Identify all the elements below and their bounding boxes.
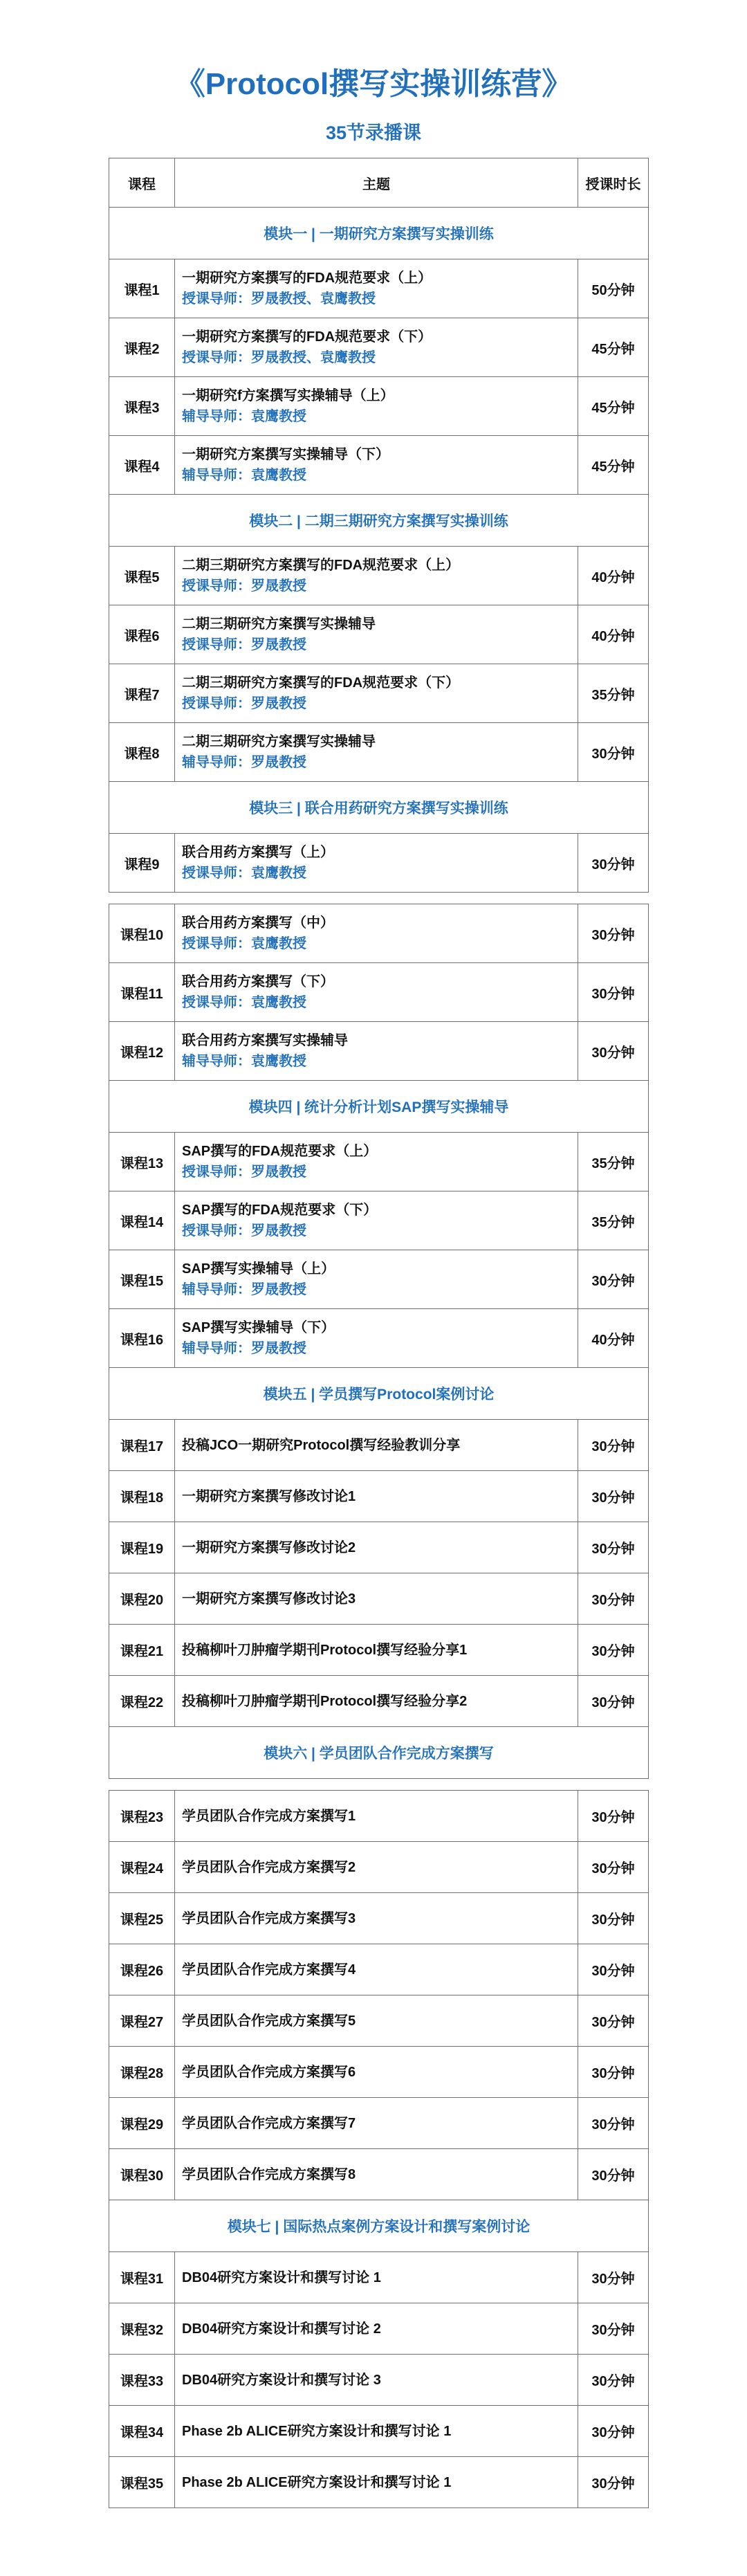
lesson-topic: SAP撰写的FDA规范要求（上） (182, 1144, 378, 1159)
lesson-topic: 一期研究方案撰写修改讨论3 (182, 1591, 356, 1607)
module-title: 模块二 | 二期三期研究方案撰写实操训练 (109, 495, 649, 547)
table-row (109, 2303, 649, 2355)
lesson-number: 课程21 (109, 1625, 175, 1676)
table-row (109, 259, 649, 318)
lesson-duration: 45分钟 (578, 436, 649, 495)
lesson-duration: 45分钟 (578, 377, 649, 436)
lesson-duration: 30分钟 (578, 1893, 649, 1944)
lesson-topic: DB04研究方案设计和撰写讨论 3 (182, 2372, 381, 2388)
lesson-topic-cell (175, 1676, 578, 1727)
lesson-duration: 30分钟 (578, 2047, 649, 2098)
lesson-duration: 30分钟 (578, 1471, 649, 1522)
table-row (109, 1022, 649, 1081)
table-row (109, 1676, 649, 1727)
lesson-number: 课程7 (109, 664, 175, 723)
module-title: 模块三 | 联合用药研究方案撰写实操训练 (109, 782, 649, 834)
lesson-topic-cell (175, 1893, 578, 1944)
lesson-topic-cell (175, 1133, 578, 1191)
lesson-topic-cell (175, 664, 578, 723)
table-row (109, 2252, 649, 2303)
table-row (109, 2457, 649, 2508)
lesson-topic: 学员团队合作完成方案撰写7 (182, 2115, 356, 2131)
module-title: 模块六 | 学员团队合作完成方案撰写 (109, 1727, 649, 1779)
lesson-topic-cell (175, 1995, 578, 2047)
lesson-topic: 一期研究方案撰写修改讨论2 (182, 1540, 356, 1555)
lesson-duration: 30分钟 (578, 1625, 649, 1676)
lesson-topic-cell (175, 1250, 578, 1309)
lesson-number: 课程29 (109, 2098, 175, 2149)
table-row (109, 1471, 649, 1522)
lesson-number: 课程31 (109, 2252, 175, 2303)
table-row (109, 1995, 649, 2047)
lesson-number: 课程3 (109, 377, 175, 436)
lesson-topic-cell (175, 2098, 578, 2149)
lesson-topic: 学员团队合作完成方案撰写4 (182, 1962, 356, 1977)
lesson-topic-cell (175, 1573, 578, 1625)
table-row (109, 2149, 649, 2200)
lesson-duration: 30分钟 (578, 963, 649, 1022)
module-title: 模块五 | 学员撰写Protocol案例讨论 (109, 1368, 649, 1420)
table-row (109, 2098, 649, 2149)
lesson-number: 课程26 (109, 1944, 175, 1995)
lesson-topic: 二期三期研究方案撰写的FDA规范要求（下） (182, 675, 460, 691)
lesson-number: 课程17 (109, 1420, 175, 1471)
table-row (109, 1573, 649, 1625)
table-row (109, 547, 649, 605)
lesson-topic-cell (175, 1842, 578, 1893)
lesson-number: 课程13 (109, 1133, 175, 1191)
table-row (109, 1250, 649, 1309)
lesson-topic: SAP撰写实操辅导（下） (182, 1320, 335, 1335)
table-gap (109, 1779, 648, 1790)
table-row (109, 2047, 649, 2098)
lesson-topic: Phase 2b ALICE研究方案设计和撰写讨论 1 (182, 2474, 452, 2490)
lesson-duration: 30分钟 (578, 1995, 649, 2047)
lesson-duration: 30分钟 (578, 2098, 649, 2149)
lesson-topic: Phase 2b ALICE研究方案设计和撰写讨论 1 (182, 2423, 452, 2439)
lesson-number: 课程35 (109, 2457, 175, 2508)
lesson-topic-cell (175, 377, 578, 436)
lesson-number: 课程14 (109, 1191, 175, 1250)
lesson-duration: 30分钟 (578, 2406, 649, 2457)
table-row (109, 904, 649, 963)
lesson-topic-cell (175, 318, 578, 377)
module-title: 模块七 | 国际热点案例方案设计和撰写案例讨论 (109, 2200, 649, 2252)
course-table (109, 158, 649, 893)
lesson-number: 课程25 (109, 1893, 175, 1944)
module-row (109, 208, 649, 259)
lesson-number: 课程19 (109, 1522, 175, 1573)
lesson-duration: 30分钟 (578, 1842, 649, 1893)
lesson-duration: 30分钟 (578, 1944, 649, 1995)
lesson-topic: 一期研究方案撰写实操辅导（下） (182, 447, 389, 462)
table-row (109, 1309, 649, 1368)
table-row (109, 1625, 649, 1676)
lesson-duration: 50分钟 (578, 259, 649, 318)
table-row (109, 2355, 649, 2406)
page-title: 《Protocol撰写实操训练营》 (174, 67, 573, 101)
lesson-number: 课程15 (109, 1250, 175, 1309)
lesson-number: 课程30 (109, 2149, 175, 2200)
lesson-topic: 一期研究方案撰写的FDA规范要求（下） (182, 329, 432, 345)
lesson-number: 课程6 (109, 605, 175, 664)
lesson-number: 课程22 (109, 1676, 175, 1727)
lesson-number: 课程16 (109, 1309, 175, 1368)
lesson-topic-cell (175, 1191, 578, 1250)
lesson-number: 课程34 (109, 2406, 175, 2457)
module-title: 模块一 | 一期研究方案撰写实操训练 (109, 208, 649, 259)
table-row (109, 1133, 649, 1191)
table-row (109, 1893, 649, 1944)
lesson-duration: 40分钟 (578, 605, 649, 664)
lesson-tutor: 授课导师：罗晟教授 (182, 696, 306, 711)
lesson-duration: 35分钟 (578, 664, 649, 723)
lesson-number: 课程33 (109, 2355, 175, 2406)
table-row (109, 723, 649, 782)
lesson-topic-cell (175, 2457, 578, 2508)
module-row (109, 782, 649, 834)
lesson-topic: 一期研究方案撰写的FDA规范要求（上） (182, 271, 432, 286)
lesson-tutor: 授课导师：罗晟教授 (182, 637, 306, 652)
table-row (109, 605, 649, 664)
lesson-topic-cell (175, 605, 578, 664)
lesson-number: 课程9 (109, 834, 175, 893)
lesson-number: 课程32 (109, 2303, 175, 2355)
lesson-tutor: 辅导导师：罗晟教授 (182, 1341, 306, 1356)
table-row (109, 834, 649, 893)
lesson-duration: 30分钟 (578, 1573, 649, 1625)
lesson-duration: 30分钟 (578, 2149, 649, 2200)
lesson-topic: 一期研究方案撰写修改讨论1 (182, 1488, 356, 1504)
lesson-topic: 投稿柳叶刀肿瘤学期刊Protocol撰写经验分享2 (182, 1693, 468, 1709)
lesson-topic-cell (175, 904, 578, 963)
table-row (109, 1191, 649, 1250)
header-duration: 授课时长 (578, 158, 649, 208)
lesson-number: 课程2 (109, 318, 175, 377)
lesson-topic: DB04研究方案设计和撰写讨论 2 (182, 2321, 381, 2337)
lesson-topic: SAP撰写实操辅导（上） (182, 1261, 335, 1277)
lesson-tutor: 授课导师：袁鹰教授 (182, 995, 306, 1010)
lesson-duration: 30分钟 (578, 2252, 649, 2303)
lesson-duration: 30分钟 (578, 2303, 649, 2355)
lesson-topic-cell (175, 834, 578, 893)
lesson-duration: 30分钟 (578, 834, 649, 893)
lesson-topic-cell (175, 436, 578, 495)
lesson-number: 课程8 (109, 723, 175, 782)
lesson-topic: 一期研究f方案撰写实操辅导（上） (182, 388, 394, 403)
lesson-number: 课程4 (109, 436, 175, 495)
lesson-topic: 二期三期研究方案撰写的FDA规范要求（上） (182, 558, 460, 573)
lesson-topic: 学员团队合作完成方案撰写8 (182, 2166, 356, 2182)
table-row (109, 436, 649, 495)
lesson-duration: 30分钟 (578, 2457, 649, 2508)
lesson-tutor: 授课导师：罗晟教授 (182, 1164, 306, 1180)
lesson-topic: 二期三期研究方案撰写实操辅导 (182, 616, 376, 632)
lesson-tutor: 授课导师：罗晟教授 (182, 1223, 306, 1239)
lesson-number: 课程23 (109, 1791, 175, 1842)
table-row (109, 1944, 649, 1995)
lesson-duration: 40分钟 (578, 1309, 649, 1368)
lesson-topic-cell (175, 2252, 578, 2303)
lesson-tutor: 辅导导师：袁鹰教授 (182, 1054, 306, 1069)
lesson-topic: 学员团队合作完成方案撰写6 (182, 2064, 356, 2080)
lesson-number: 课程24 (109, 1842, 175, 1893)
lesson-duration: 30分钟 (578, 1250, 649, 1309)
lesson-tutor: 授课导师：袁鹰教授 (182, 866, 306, 881)
header-lesson: 课程 (109, 158, 175, 208)
lesson-tutor: 辅导导师：罗晟教授 (182, 755, 306, 770)
lesson-topic-cell (175, 1944, 578, 1995)
lesson-number: 课程20 (109, 1573, 175, 1625)
lesson-topic: 联合用药方案撰写（上） (182, 845, 334, 860)
lesson-duration: 30分钟 (578, 723, 649, 782)
lesson-topic-cell (175, 2047, 578, 2098)
lesson-tutor: 授课导师：罗晟教授、袁鹰教授 (182, 350, 376, 365)
lesson-duration: 30分钟 (578, 1522, 649, 1573)
lesson-topic: 投稿柳叶刀肿瘤学期刊Protocol撰写经验分享1 (182, 1642, 468, 1658)
lesson-tutor: 授课导师：袁鹰教授 (182, 936, 306, 951)
lesson-duration: 30分钟 (578, 1676, 649, 1727)
table-row (109, 664, 649, 723)
lesson-topic: 学员团队合作完成方案撰写5 (182, 2013, 356, 2029)
lesson-topic: 联合用药方案撰写实操辅导 (182, 1033, 348, 1048)
lesson-number: 课程18 (109, 1471, 175, 1522)
table-row (109, 377, 649, 436)
lesson-duration: 35分钟 (578, 1133, 649, 1191)
lesson-tutor: 授课导师：罗晟教授、袁鹰教授 (182, 291, 376, 307)
lesson-topic: 学员团队合作完成方案撰写2 (182, 1859, 356, 1875)
page-subtitle: 35节录播课 (325, 122, 422, 143)
lesson-topic: SAP撰写的FDA规范要求（下） (182, 1203, 378, 1218)
table-row (109, 318, 649, 377)
lesson-duration: 30分钟 (578, 1420, 649, 1471)
lesson-tutor: 辅导导师：袁鹰教授 (182, 409, 306, 424)
lesson-number: 课程10 (109, 904, 175, 963)
module-title: 模块四 | 统计分析计划SAP撰写实操辅导 (109, 1081, 649, 1133)
module-row (109, 1727, 649, 1779)
lesson-topic-cell (175, 1420, 578, 1471)
lesson-topic-cell (175, 1522, 578, 1573)
table-header-row (109, 158, 649, 208)
lesson-topic-cell (175, 1791, 578, 1842)
table-row (109, 2406, 649, 2457)
lesson-number: 课程1 (109, 259, 175, 318)
module-row (109, 2200, 649, 2252)
lesson-duration: 40分钟 (578, 547, 649, 605)
table-row (109, 1522, 649, 1573)
lesson-number: 课程27 (109, 1995, 175, 2047)
lesson-topic-cell (175, 1309, 578, 1368)
lesson-topic: 学员团队合作完成方案撰写3 (182, 1910, 356, 1926)
lesson-number: 课程12 (109, 1022, 175, 1081)
lesson-topic: 联合用药方案撰写（中） (182, 915, 334, 931)
lesson-topic-cell (175, 1471, 578, 1522)
lesson-topic-cell (175, 723, 578, 782)
lesson-duration: 35分钟 (578, 1191, 649, 1250)
lesson-topic-cell (175, 1022, 578, 1081)
module-row (109, 495, 649, 547)
lesson-topic-cell (175, 963, 578, 1022)
lesson-tutor: 辅导导师：罗晟教授 (182, 1282, 306, 1297)
lesson-topic-cell (175, 1625, 578, 1676)
table-row (109, 1842, 649, 1893)
lesson-topic-cell (175, 2355, 578, 2406)
lesson-topic: 联合用药方案撰写（下） (182, 974, 334, 989)
lesson-tutor: 辅导导师：袁鹰教授 (182, 468, 306, 483)
lesson-duration: 30分钟 (578, 2355, 649, 2406)
course-schedule (109, 158, 648, 2508)
lesson-topic-cell (175, 547, 578, 605)
lesson-topic: 投稿JCO一期研究Protocol撰写经验教训分享 (182, 1437, 461, 1453)
course-table (109, 1790, 649, 2508)
lesson-topic: 二期三期研究方案撰写实操辅导 (182, 734, 376, 749)
lesson-topic-cell (175, 2406, 578, 2457)
lesson-topic-cell (175, 2303, 578, 2355)
table-row (109, 1420, 649, 1471)
lesson-number: 课程11 (109, 963, 175, 1022)
lesson-duration: 45分钟 (578, 318, 649, 377)
lesson-topic: 学员团队合作完成方案撰写1 (182, 1808, 356, 1824)
lesson-topic-cell (175, 2149, 578, 2200)
lesson-duration: 30分钟 (578, 1791, 649, 1842)
table-row (109, 1791, 649, 1842)
lesson-number: 课程5 (109, 547, 175, 605)
table-row (109, 963, 649, 1022)
lesson-duration: 30分钟 (578, 1022, 649, 1081)
lesson-number: 课程28 (109, 2047, 175, 2098)
lesson-duration: 30分钟 (578, 904, 649, 963)
header-topic: 主题 (175, 158, 578, 208)
lesson-tutor: 授课导师：罗晟教授 (182, 578, 306, 594)
lesson-topic: DB04研究方案设计和撰写讨论 1 (182, 2269, 381, 2285)
table-gap (109, 893, 648, 904)
module-row (109, 1368, 649, 1420)
course-table (109, 904, 649, 1779)
module-row (109, 1081, 649, 1133)
lesson-topic-cell (175, 259, 578, 318)
